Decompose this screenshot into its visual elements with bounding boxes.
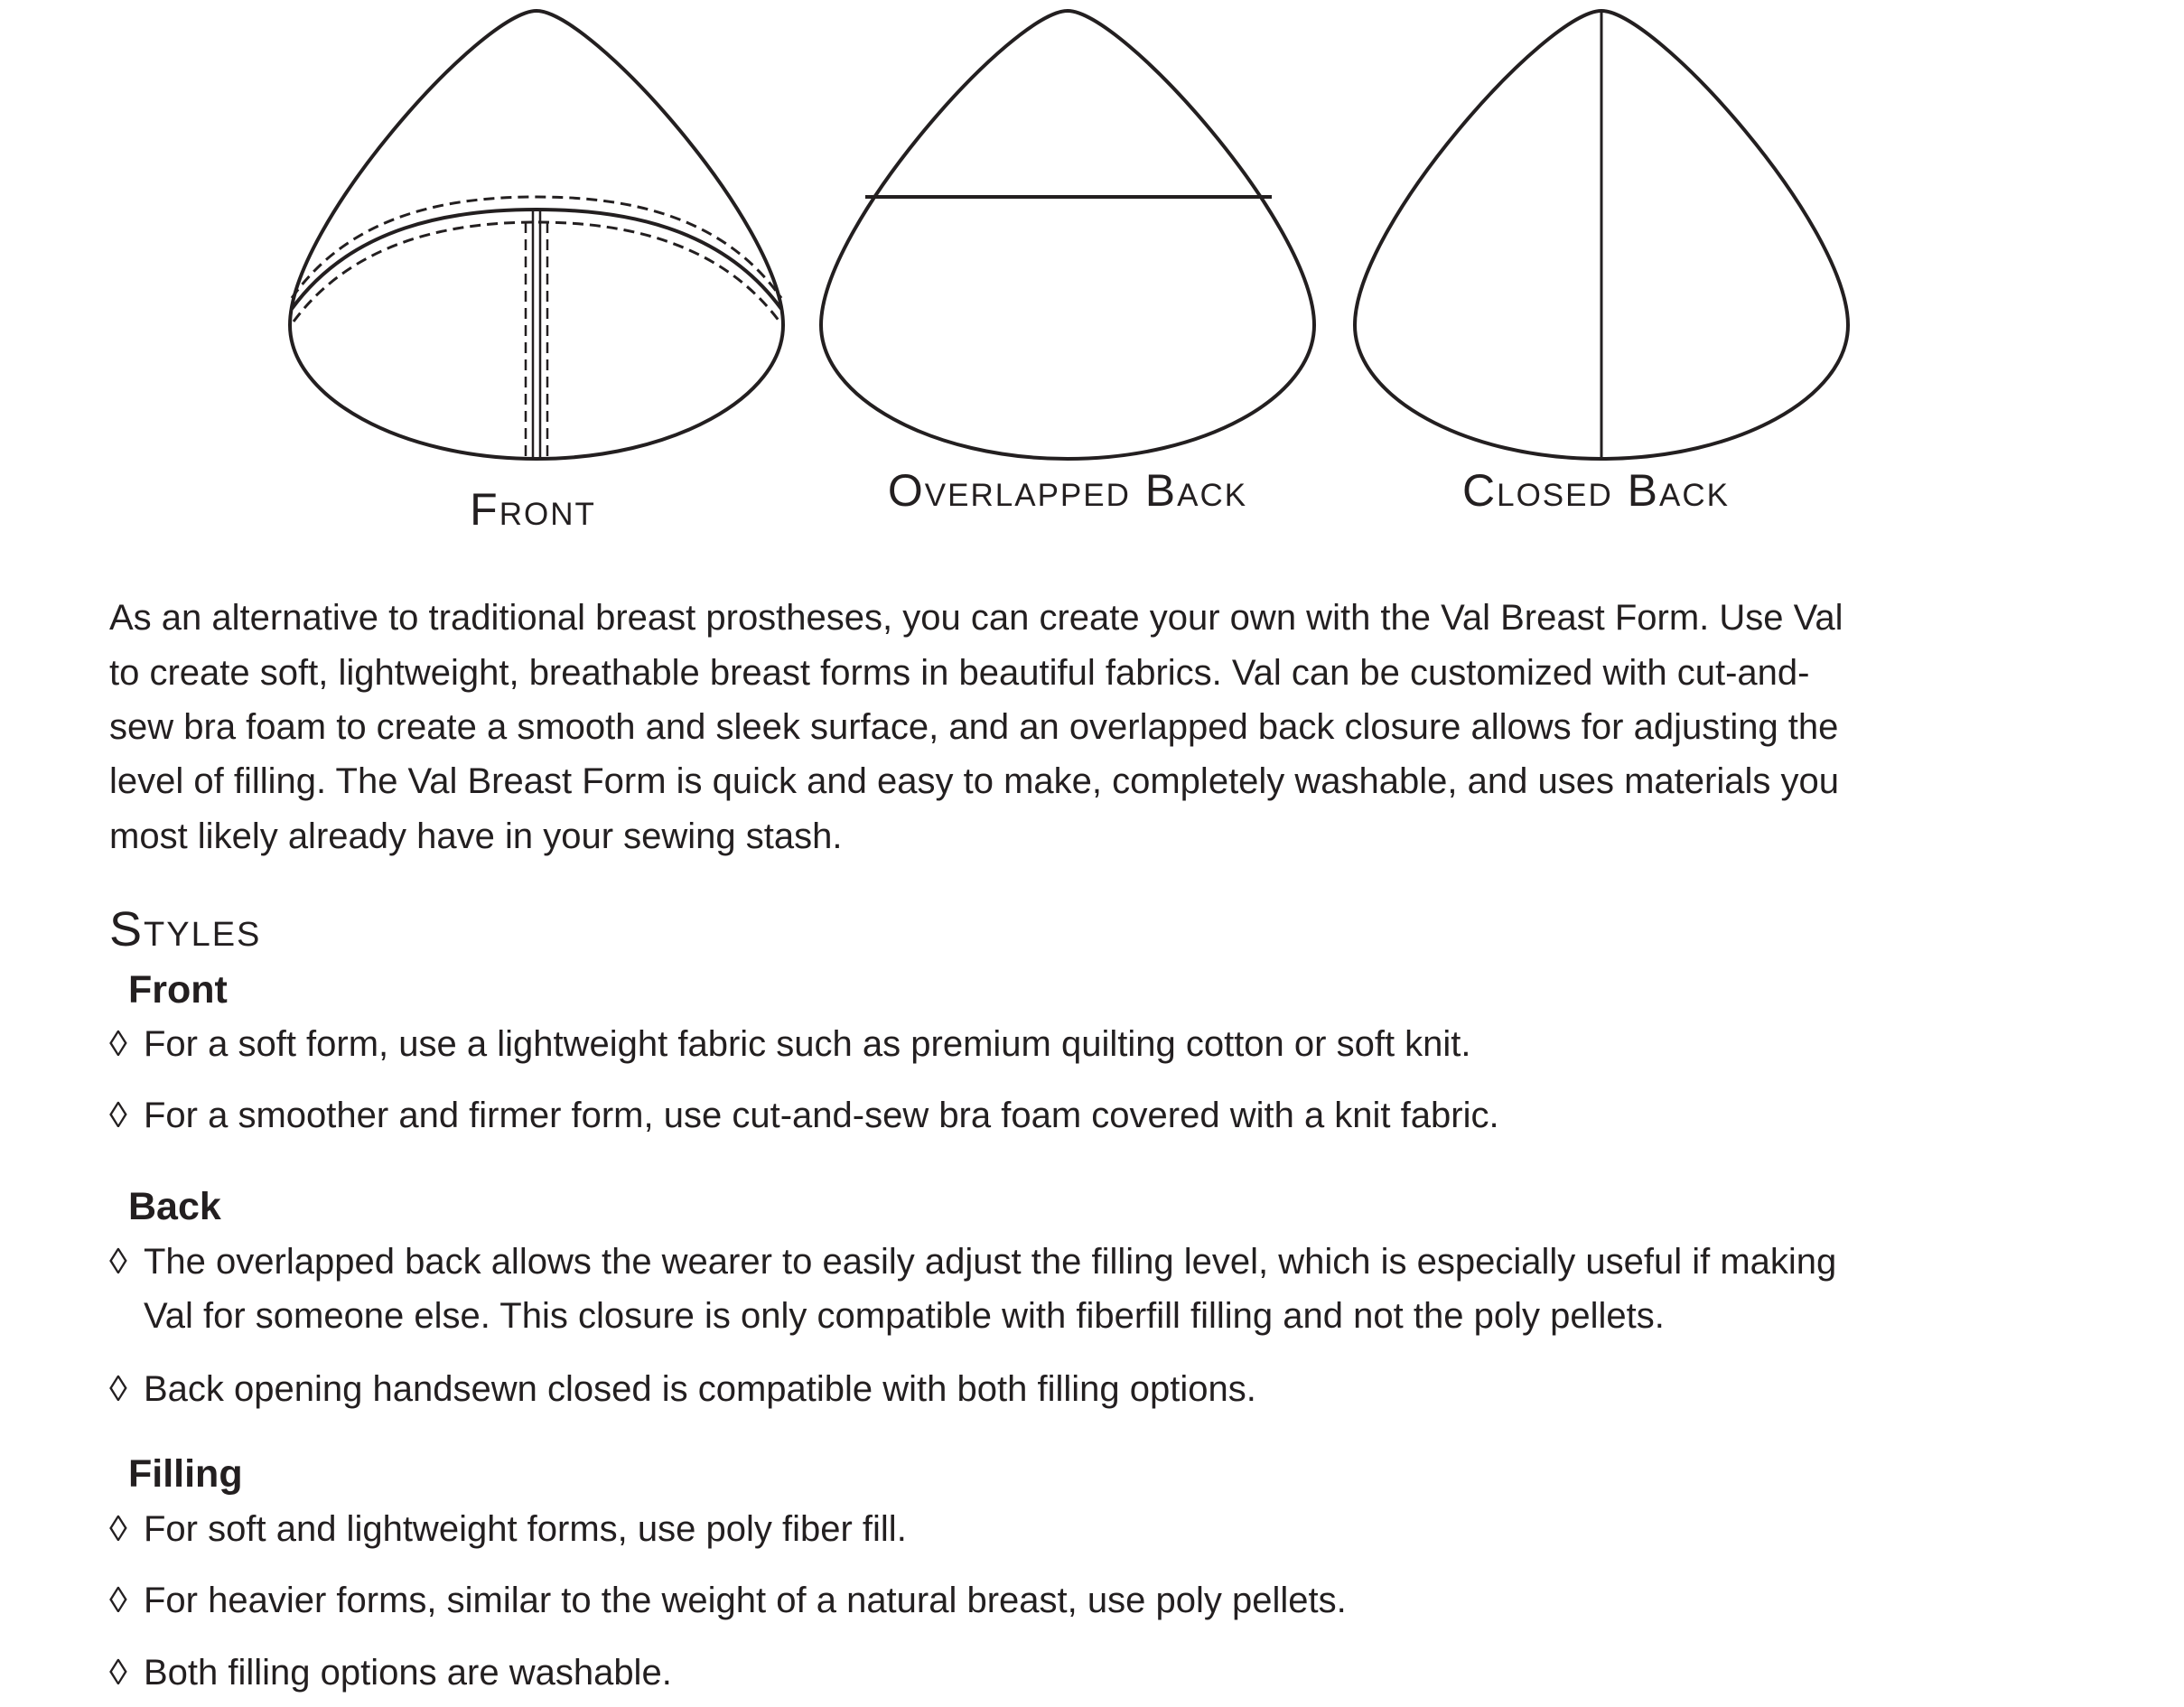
front-subheading: Front — [128, 968, 228, 1012]
list-item-continuation: Val for someone else. This closure is only compatible with fiberfill filling and not the poly pellets. — [144, 1296, 1665, 1336]
diamond-bullet-icon: ◊ — [109, 1369, 127, 1409]
intro-line: sew bra foam to create a smooth and sleek surface, and an overlapped back closure allows for adjusting the — [109, 707, 1839, 747]
filling-subheading: Filling — [128, 1452, 243, 1496]
diamond-bullet-icon: ◊ — [109, 1242, 127, 1282]
list-item — [109, 1511, 907, 1547]
list-item-text: For a smoother and firmer form, use cut-and-sew bra foam covered with a knit fabric. — [144, 1096, 1499, 1135]
list-item-text: For soft and lightweight forms, use poly fiber fill. — [144, 1509, 907, 1549]
diamond-bullet-icon: ◊ — [109, 1509, 127, 1549]
diamond-bullet-icon: ◊ — [109, 1581, 127, 1620]
styles-heading: Styles — [109, 902, 262, 956]
overlapped-back-label: Overlapped Back — [887, 465, 1248, 516]
list-item — [109, 1655, 672, 1691]
intro-line: to create soft, lightweight, breathable breast forms in beautiful fabrics. Val can be customized with cut-and- — [109, 653, 1810, 693]
list-item — [109, 1097, 1499, 1133]
list-item — [109, 1371, 1256, 1407]
list-item — [109, 1026, 1471, 1062]
list-item-text: For a soft form, use a lightweight fabric such as premium quilting cotton or soft knit. — [144, 1024, 1471, 1064]
closed-back-diagram — [1355, 11, 1848, 459]
diamond-bullet-icon: ◊ — [109, 1024, 127, 1064]
diamond-bullet-icon: ◊ — [109, 1653, 127, 1693]
intro-line: level of filling. The Val Breast Form is quick and easy to make, completely washable, and uses materials you — [109, 761, 1839, 801]
list-item — [109, 1244, 1836, 1280]
overlapped-back-diagram — [821, 11, 1314, 459]
list-item — [109, 1582, 1347, 1618]
list-item-text: The overlapped back allows the wearer to easily adjust the filling level, which is especially useful if making — [144, 1242, 1837, 1282]
diamond-bullet-icon: ◊ — [109, 1096, 127, 1135]
closed-back-label: Closed Back — [1462, 465, 1730, 516]
list-item-text: Both filling options are washable. — [144, 1653, 672, 1693]
breast-form-illustrations — [0, 0, 2184, 542]
front-label: Front — [470, 484, 596, 535]
back-subheading: Back — [128, 1185, 221, 1228]
list-item-text: Back opening handsewn closed is compatible with both filling options. — [144, 1369, 1256, 1409]
front-diagram — [290, 11, 783, 459]
intro-line: As an alternative to traditional breast prostheses, you can create your own with the Val Breast Form. Use Val — [109, 598, 1843, 638]
list-item-text: For heavier forms, similar to the weight of a natural breast, use poly pellets. — [144, 1581, 1347, 1620]
intro-line: most likely already have in your sewing stash. — [109, 816, 843, 856]
